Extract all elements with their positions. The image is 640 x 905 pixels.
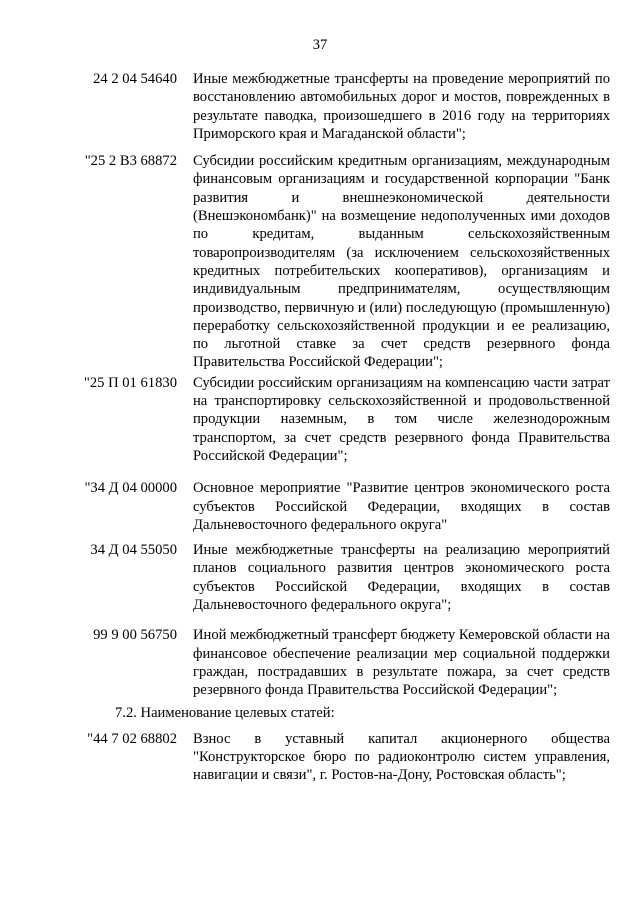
target-articles-list (0, 70, 640, 793)
entry-code: "25 П 01 61830 (83, 374, 177, 391)
entry-description: Иные межбюджетные трансферты на проведение мероприятий по восстановлению автомобильных дорог и мостов, поврежденных в результате паводка, произошедшего в 2016 году на территориях Приморского края и Магаданской области"; (193, 71, 610, 142)
page-number: 37 (312, 37, 328, 53)
entry-code: "44 7 02 68802 (87, 730, 177, 747)
entry-code: "34 Д 04 00000 (84, 480, 177, 497)
section-heading: 7.2. Наименование целевых статей: (115, 704, 335, 721)
entry-description: Субсидии российским кредитным организациям, международным финансовым организациям и государственной корпорации "Банк развития и внешнеэкономической деятельности (Внешэкономбанк)" на возмещение недополученных ими доходов по кредитам, выданным сельскохозяйственным товаропроизводителям (за исключением сельскохозяйственных кредитных потребительских кооперативов), организациям и индивидуальным предпринимателям, осуществляющим производство, первичную и (или) последующую (промышленную) переработку сельскохозяйственной продукции и ее реализацию, по льготной ставке за счет средств резервного фонда Правительства Российской Федерации"; (193, 153, 610, 371)
entry-24-2-04-54640 (0, 70, 640, 143)
entry-25-p-01-61830 (0, 374, 640, 465)
entry-25-2-b3-68872 (0, 152, 640, 372)
entry-99-9-00-56750 (0, 626, 640, 699)
entry-description: Основное мероприятие "Развитие центров экономического роста субъектов Российской Федерации, входящих в состав Дальневосточного федерального округа" (193, 480, 610, 533)
entry-code: 24 2 04 54640 (93, 71, 177, 87)
entry-44-7-02-68802 (0, 730, 640, 785)
entry-description: Субсидии российским организациям на компенсацию части затрат на транспортировку сельскохозяйственной и продовольственной продукции наземным, в том числе железнодорожным транспортом, за счет средств резервного фонда Правительства Российской Федерации"; (193, 374, 610, 464)
entry-description: Иной межбюджетный трансферт бюджету Кемеровской области на финансовое обеспечение реализации мер социальной поддержки граждан, пострадавших в результате пожара, за счет средств резервного фонда Правительства Российской Федерации"; (193, 627, 610, 699)
entry-code: 99 9 00 56750 (93, 627, 177, 644)
entry-34-d-04-00000 (0, 479, 640, 534)
entry-description: Иные межбюджетные трансферты на реализацию мероприятий планов социального развития центров экономического роста субъектов Российской Федерации, входящих в состав Дальневосточного федерального округа"; (193, 542, 610, 614)
entry-34-d-04-55050 (0, 541, 640, 614)
entry-code: "25 2 B3 68872 (84, 153, 177, 170)
entry-code: 34 Д 04 55050 (90, 542, 177, 559)
entry-description: Взнос в уставный капитал акционерного общества "Конструкторское бюро по радиоконтролю систем управления, навигации и связи", г. Ростов-на-Дону, Ростовская область"; (193, 730, 610, 784)
